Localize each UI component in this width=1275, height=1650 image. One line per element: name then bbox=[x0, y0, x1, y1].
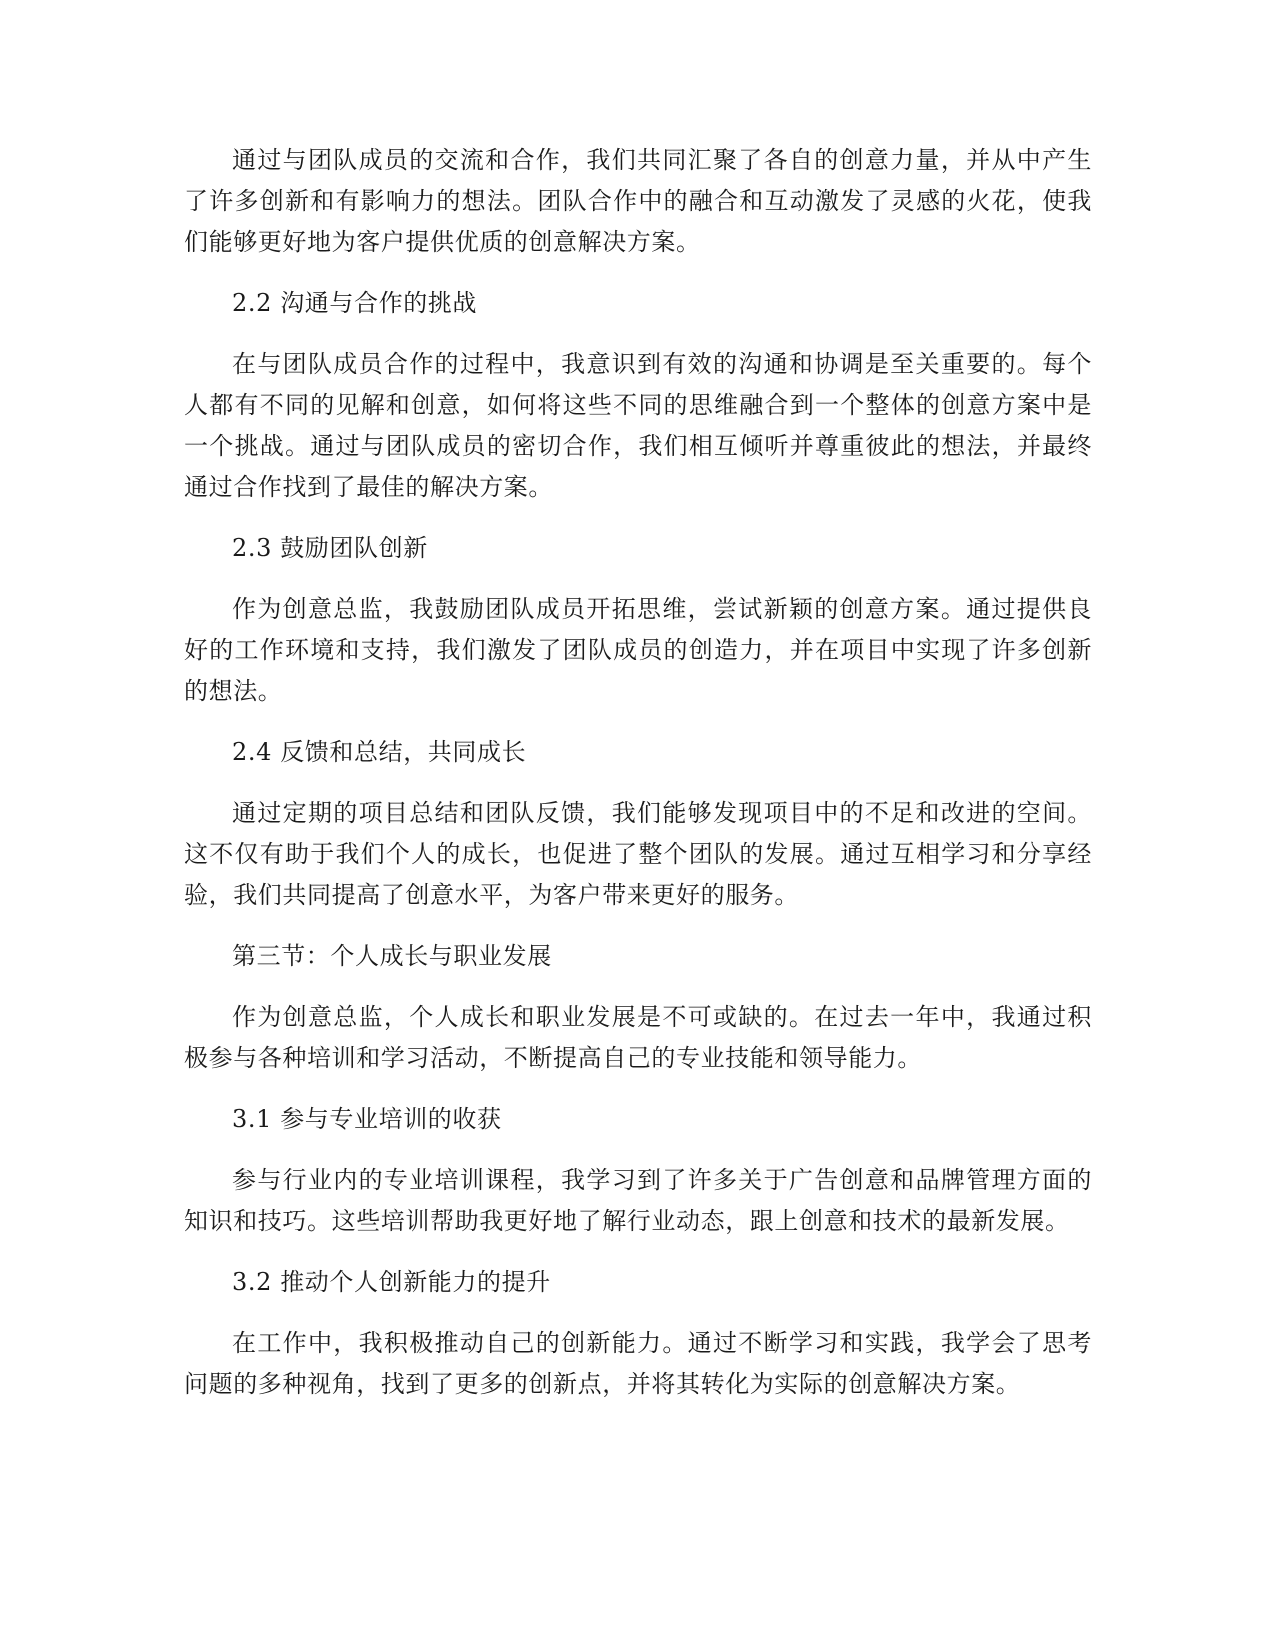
paragraph: 通过定期的项目总结和团队反馈，我们能够发现项目中的不足和改进的空间。这不仅有助于我们个人的成长，也促进了整个团队的发展。通过互相学习和分享经验，我们共同提高了创意水平，为客户带来更好的服务。 bbox=[184, 799, 1092, 909]
section-heading: 3.2 推动个人创新能力的提升 bbox=[232, 1268, 551, 1296]
section-heading: 2.4 反馈和总结，共同成长 bbox=[232, 738, 527, 766]
section-heading: 2.3 鼓励团队创新 bbox=[232, 534, 428, 562]
document-page bbox=[184, 140, 1092, 1425]
section-heading: 3.1 参与专业培训的收获 bbox=[232, 1105, 502, 1133]
paragraph: 在工作中，我积极推动自己的创新能力。通过不断学习和实践，我学会了思考问题的多种视角，找到了更多的创新点，并将其转化为实际的创意解决方案。 bbox=[184, 1329, 1092, 1398]
paragraph: 参与行业内的专业培训课程，我学习到了许多关于广告创意和品牌管理方面的知识和技巧。这些培训帮助我更好地了解行业动态，跟上创意和技术的最新发展。 bbox=[184, 1166, 1092, 1235]
chapter-heading: 第三节：个人成长与职业发展 bbox=[232, 942, 552, 970]
section-heading: 2.2 沟通与合作的挑战 bbox=[232, 289, 477, 317]
paragraph: 作为创意总监，个人成长和职业发展是不可或缺的。在过去一年中，我通过积极参与各种培训和学习活动，不断提高自己的专业技能和领导能力。 bbox=[184, 1003, 1092, 1072]
paragraph: 在与团队成员合作的过程中，我意识到有效的沟通和协调是至关重要的。每个人都有不同的见解和创意，如何将这些不同的思维融合到一个整体的创意方案中是一个挑战。通过与团队成员的密切合作，我们相互倾听并尊重彼此的想法，并最终通过合作找到了最佳的解决方案。 bbox=[184, 350, 1092, 501]
paragraph: 作为创意总监，我鼓励团队成员开拓思维，尝试新颖的创意方案。通过提供良好的工作环境和支持，我们激发了团队成员的创造力，并在项目中实现了许多创新的想法。 bbox=[184, 595, 1092, 705]
paragraph: 通过与团队成员的交流和合作，我们共同汇聚了各自的创意力量，并从中产生了许多创新和有影响力的想法。团队合作中的融合和互动激发了灵感的火花，使我们能够更好地为客户提供优质的创意解决方案。 bbox=[184, 146, 1092, 256]
